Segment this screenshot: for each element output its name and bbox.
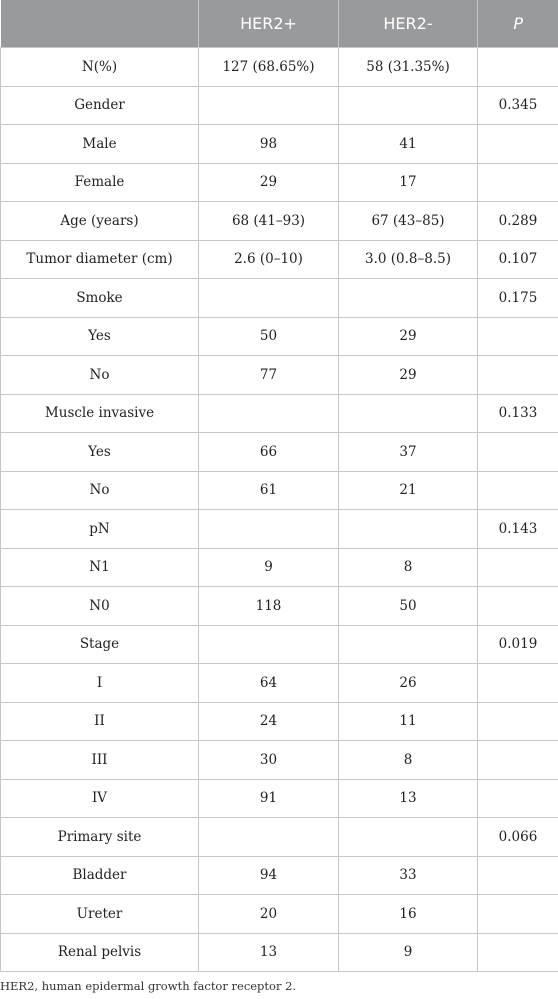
cell-variable: N1 [1,548,199,587]
cell-p-value [478,895,558,934]
cell-her2-negative [339,625,478,664]
cell-variable: Stage [1,625,199,664]
cell-her2-negative: 16 [339,895,478,934]
cell-variable: IV [1,779,199,818]
cell-her2-positive: 94 [199,856,339,895]
cell-her2-positive [199,510,339,549]
cell-her2-positive: 68 (41–93) [199,202,339,241]
cell-variable: Yes [1,433,199,472]
table-row [1,471,558,510]
cell-her2-negative: 13 [339,779,478,818]
cell-her2-negative: 58 (31.35%) [339,48,478,87]
header-cell-her2-positive: HER2+ [199,0,339,48]
table-row [1,163,558,202]
table-row [1,625,558,664]
header-cell-variable [1,0,199,48]
table-row [1,741,558,780]
cell-her2-positive: 13 [199,933,339,972]
cell-her2-negative: 41 [339,125,478,164]
cell-variable: pN [1,510,199,549]
cell-p-value: 0.019 [478,625,558,664]
cell-her2-negative: 37 [339,433,478,472]
cell-her2-positive: 24 [199,702,339,741]
cell-her2-positive: 127 (68.65%) [199,48,339,87]
cell-variable: Renal pelvis [1,933,199,972]
table-row [1,664,558,703]
cell-variable: II [1,702,199,741]
cell-her2-positive: 118 [199,587,339,626]
cell-her2-positive [199,394,339,433]
cell-her2-positive: 2.6 (0–10) [199,240,339,279]
cell-variable: N0 [1,587,199,626]
cell-p-value [478,702,558,741]
cell-her2-positive: 66 [199,433,339,472]
cell-her2-positive: 29 [199,163,339,202]
cell-her2-negative [339,818,478,857]
cell-her2-negative: 8 [339,741,478,780]
cell-variable: Primary site [1,818,199,857]
cell-her2-negative: 3.0 (0.8–8.5) [339,240,478,279]
table-row [1,125,558,164]
table-row [1,48,558,87]
cell-her2-positive: 30 [199,741,339,780]
cell-variable: Gender [1,86,199,125]
cell-p-value: 0.175 [478,279,558,318]
table-row [1,86,558,125]
cell-her2-negative: 67 (43–85) [339,202,478,241]
cell-her2-positive: 50 [199,317,339,356]
cell-p-value [478,664,558,703]
cell-her2-positive: 77 [199,356,339,395]
table-row [1,510,558,549]
cell-p-value [478,471,558,510]
table-footnote: HER2, human epidermal growth factor receptor 2. [0,979,297,993]
cell-her2-positive: 64 [199,664,339,703]
table-row [1,587,558,626]
cell-her2-negative: 17 [339,163,478,202]
table-row [1,202,558,241]
cell-variable: Smoke [1,279,199,318]
cell-p-value [478,125,558,164]
header-cell-her2-negative: HER2- [339,0,478,48]
cell-p-value [478,779,558,818]
cell-her2-negative: 26 [339,664,478,703]
cell-p-value: 0.066 [478,818,558,857]
cell-her2-negative: 8 [339,548,478,587]
cell-variable: N(%) [1,48,199,87]
cell-her2-negative [339,86,478,125]
cell-her2-positive [199,279,339,318]
cell-her2-positive: 98 [199,125,339,164]
table-row [1,548,558,587]
cell-p-value [478,433,558,472]
header-row [1,0,558,48]
cell-her2-negative [339,279,478,318]
cell-her2-positive: 9 [199,548,339,587]
cell-variable: Female [1,163,199,202]
cell-variable: Tumor diameter (cm) [1,240,199,279]
cell-her2-positive [199,86,339,125]
cell-her2-negative: 50 [339,587,478,626]
cell-p-value [478,933,558,972]
cell-variable: Yes [1,317,199,356]
table-row [1,394,558,433]
cell-p-value [478,163,558,202]
table-row [1,856,558,895]
cell-her2-negative: 11 [339,702,478,741]
cell-her2-negative: 21 [339,471,478,510]
cell-her2-negative: 29 [339,317,478,356]
cell-her2-negative: 29 [339,356,478,395]
cell-p-value [478,48,558,87]
table-row [1,433,558,472]
cell-her2-positive [199,625,339,664]
cell-her2-positive: 61 [199,471,339,510]
header-cell-p-value: P [478,0,558,48]
cell-p-value: 0.143 [478,510,558,549]
cell-p-value [478,548,558,587]
cell-her2-positive [199,818,339,857]
cell-her2-negative: 33 [339,856,478,895]
cell-p-value [478,317,558,356]
cell-p-value [478,356,558,395]
cell-her2-negative [339,510,478,549]
cell-variable: I [1,664,199,703]
cell-her2-negative [339,394,478,433]
table-header [1,0,558,48]
cell-p-value [478,587,558,626]
cell-variable: No [1,471,199,510]
cell-variable: Age (years) [1,202,199,241]
table-row [1,933,558,972]
cell-her2-positive: 91 [199,779,339,818]
cell-variable: Muscle invasive [1,394,199,433]
table-row [1,279,558,318]
cell-variable: Bladder [1,856,199,895]
cell-variable: Male [1,125,199,164]
cell-variable: No [1,356,199,395]
cell-p-value: 0.345 [478,86,558,125]
cell-her2-negative: 9 [339,933,478,972]
cell-variable: III [1,741,199,780]
table-row [1,317,558,356]
table-row [1,356,558,395]
table-row [1,779,558,818]
cell-p-value: 0.107 [478,240,558,279]
table-body [1,48,558,972]
table-row [1,240,558,279]
cell-variable: Ureter [1,895,199,934]
table-row [1,702,558,741]
cell-p-value: 0.133 [478,394,558,433]
cell-p-value [478,856,558,895]
table-row [1,895,558,934]
cell-p-value [478,741,558,780]
cell-her2-positive: 20 [199,895,339,934]
cell-p-value: 0.289 [478,202,558,241]
table-row [1,818,558,857]
